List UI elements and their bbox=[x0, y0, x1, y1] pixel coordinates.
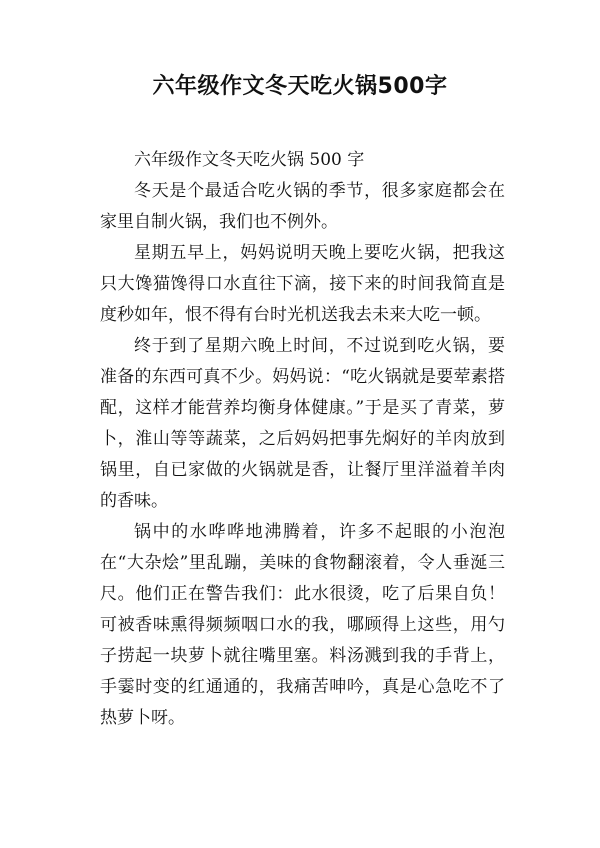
paragraph: 终于到了星期六晚上时间，不过说到吃火锅，要准备的东西可真不少。妈妈说：“吃火锅就是要荤素搭配，这样才能营养均衡身体健康。”于是买了青菜，萝卜，淮山等等蔬菜，之后妈妈把事先焖好的羊肉放到锅里，自已家做的火锅就是香，让餐厅里洋溢着羊肉的香味。 bbox=[100, 336, 505, 511]
paragraph: 冬天是个最适合吃火锅的季节，很多家庭都会在家里自制火锅，我们也不例外。 bbox=[100, 181, 505, 232]
paragraph: 星期五早上，妈妈说明天晚上要吃火锅，把我这只大馋猫馋得口水直往下滴，接下来的时间我简直是度秒如年，恨不得有台时光机送我去未来大吃一顿。 bbox=[100, 243, 505, 325]
paragraph-subtitle: 六年级作文冬天吃火锅 500 字 bbox=[134, 150, 365, 170]
document-body bbox=[100, 145, 505, 734]
document-title: 六年级作文冬天吃火锅500字 bbox=[152, 74, 448, 99]
paragraph: 锅中的水哗哗地沸腾着，许多不起眼的小泡泡在“大杂烩”里乱蹦，美味的食物翻滚着，令人垂涎三尺。他们正在警告我们：此水很烫，吃了后果自负！可被香味熏得频频咽口水的我，哪顾得上这些，用勺子捞起一块萝卜就往嘴里塞。料汤溅到我的手背上，手霎时变的红通通的，我痛苦呻吟，真是心急吃不了热萝卜呀。 bbox=[100, 522, 505, 728]
